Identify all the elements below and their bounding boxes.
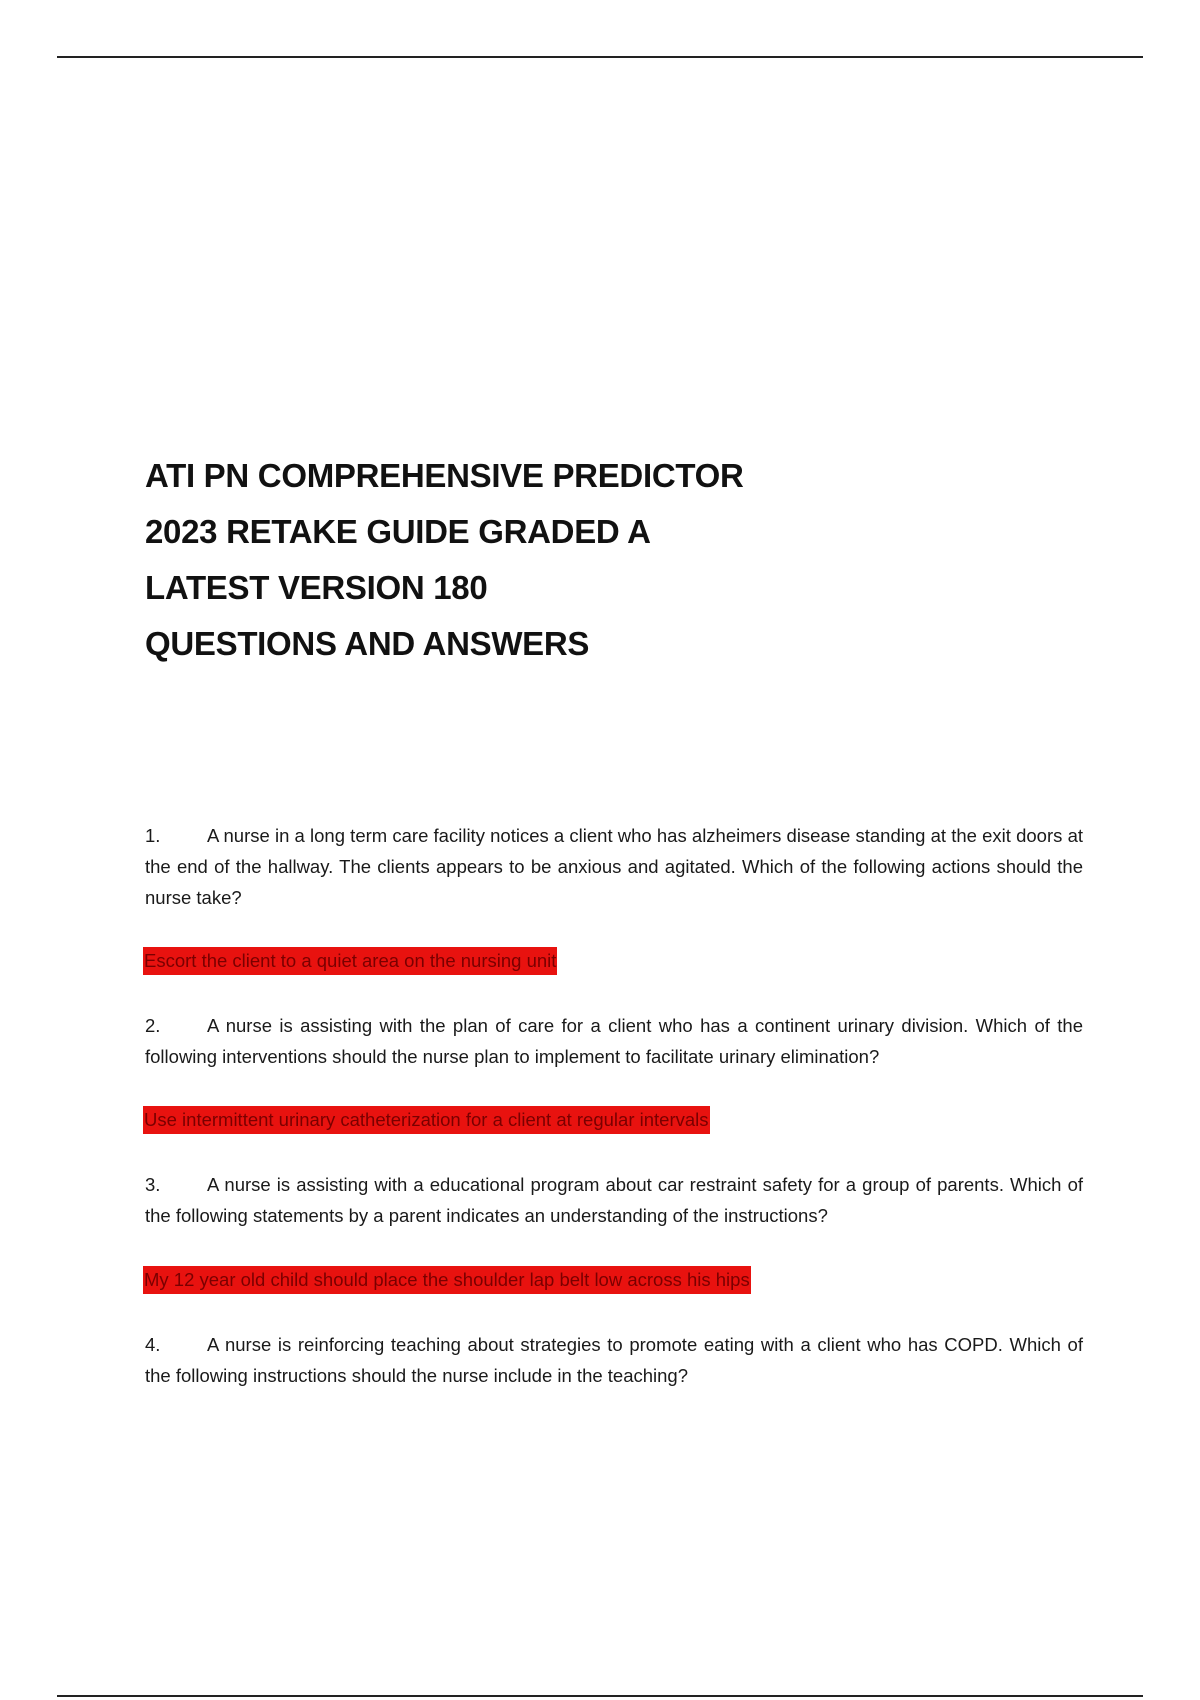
footer-rule — [57, 1695, 1143, 1697]
document-title — [145, 448, 1085, 672]
title-line-2: 2023 RETAKE GUIDE GRADED A — [145, 513, 651, 550]
title-line-4: QUESTIONS AND ANSWERS — [145, 625, 590, 662]
question-body-2: A nurse is assisting with the plan of care for a client who has a continent urinary division. Which of the following interventions should the nurse plan to implement to facilitate urinary elimination? — [145, 1015, 1083, 1067]
answer-highlight-3: My 12 year old child should place the shoulder lap belt low across his hips — [143, 1266, 751, 1294]
question-body-3: A nurse is assisting with a educational program about car restraint safety for a group of parents. Which of the following statements by a parent indicates an understanding of the instructions? — [145, 1174, 1083, 1226]
question-text-1 — [145, 820, 1083, 913]
question-text-4 — [145, 1329, 1083, 1391]
question-body-1: A nurse in a long term care facility notices a client who has alzheimers disease standing at the exit doors at the end of the hallway. The clients appears to be anxious and agitated. Which of the following actions should the nurse take? — [145, 825, 1083, 908]
question-item-1 — [145, 820, 1083, 913]
title-line-1: ATI PN COMPREHENSIVE PREDICTOR — [145, 457, 744, 494]
answer-highlight-2: Use intermittent urinary catheterization for a client at regular intervals — [143, 1106, 710, 1134]
question-item-3 — [145, 1169, 1083, 1231]
question-text-3 — [145, 1169, 1083, 1231]
header-rule — [57, 56, 1143, 58]
question-number-2: 2. — [145, 1015, 161, 1036]
answer-highlight-1: Escort the client to a quiet area on the nursing unit — [143, 947, 557, 975]
question-text-2 — [145, 1010, 1083, 1072]
question-number-1: 1. — [145, 825, 161, 846]
question-number-3: 3. — [145, 1174, 161, 1195]
title-line-3: LATEST VERSION 180 — [145, 569, 488, 606]
question-item-4 — [145, 1329, 1083, 1391]
question-body-4: A nurse is reinforcing teaching about strategies to promote eating with a client who has COPD. Which of the following instructions should the nurse include in the teaching? — [145, 1334, 1083, 1386]
question-item-2 — [145, 1010, 1083, 1072]
question-number-4: 4. — [145, 1334, 161, 1355]
